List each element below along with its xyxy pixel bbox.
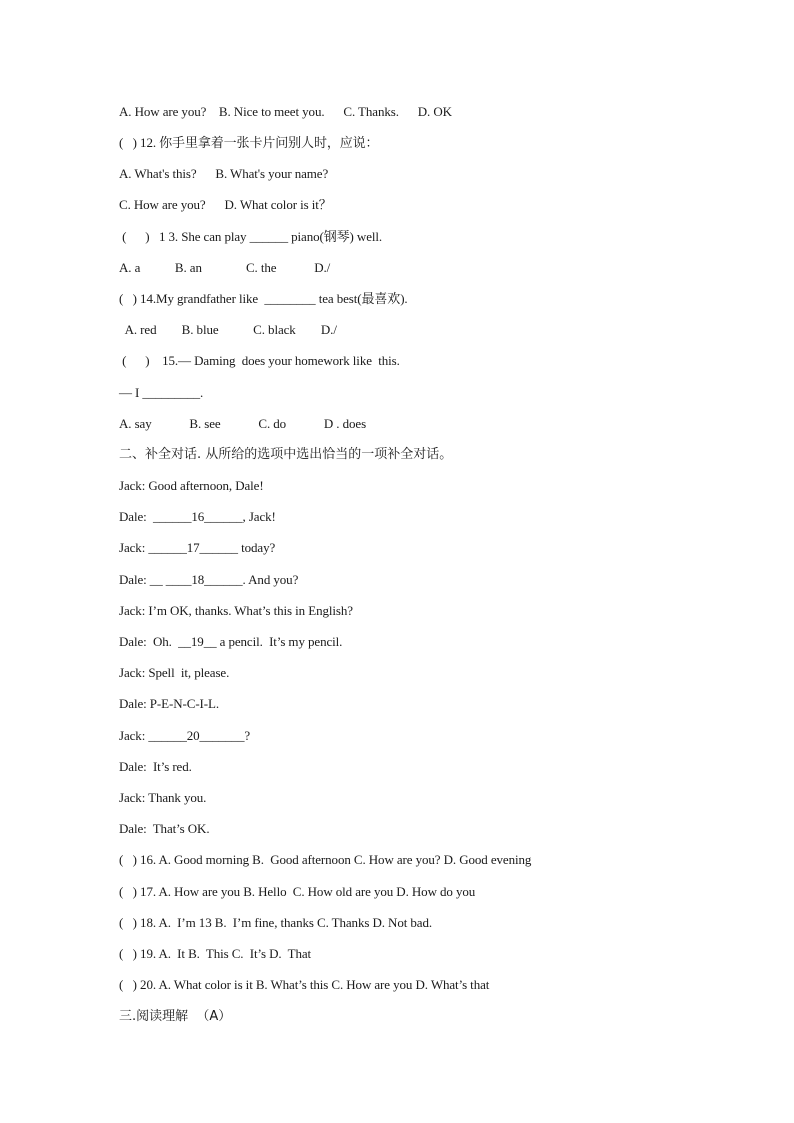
q14-options: A. red B. blue C. black D./ [119, 322, 337, 337]
q12-prompt: ( ) 12. 你手里拿着一张卡片问别人时，应说： [119, 135, 379, 150]
q17-options: ( ) 17. A. How are you B. Hello C. How old are you D. How do you [119, 884, 476, 899]
section-3-heading: 三.阅读理解 （A） [119, 1009, 232, 1024]
q15-prompt: ( ) 15.— Daming does your homework like this. [119, 353, 400, 368]
dialogue-line: Jack: Good afternoon, Dale! [119, 478, 264, 493]
dialogue-line: Dale: It’s red. [119, 759, 192, 774]
q15-options: A. say B. see C. do D . does [119, 416, 367, 431]
q15-response: — I _________. [119, 385, 204, 400]
q12-options-cd: C. How are you? D. What color is it？ [119, 197, 332, 212]
dialogue-line: Jack: I’m OK, thanks. What’s this in English? [119, 603, 353, 618]
section-2-heading: 二、补全对话. 从所给的选项中选出恰当的一项补全对话。 [119, 447, 453, 462]
q13-prompt: ( ) 1 3. She can play ______ piano(钢琴) well. [119, 229, 383, 244]
dialogue-line: Dale: Oh. __19__ a pencil. It’s my pencil. [119, 634, 343, 649]
q18-options: ( ) 18. A. I’m 13 B. I’m fine, thanks C. Thanks D. Not bad. [119, 915, 433, 930]
dialogue-line: Jack: ______17______ today? [119, 540, 276, 555]
dialogue-line: Dale: P-E-N-C-I-L. [119, 696, 219, 711]
dialogue-line: Dale: That’s OK. [119, 821, 210, 836]
dialogue-line: Jack: ______20_______? [119, 728, 251, 743]
dialogue-line: Dale: ______16______, Jack! [119, 509, 276, 524]
q11-options: A. How are you? B. Nice to meet you. C. Thanks. D. OK [119, 104, 452, 119]
dialogue-line: Jack: Thank you. [119, 790, 207, 805]
q14-prompt: ( ) 14.My grandfather like ________ tea best(最喜欢). [119, 291, 408, 306]
q13-options: A. a B. an C. the D./ [119, 260, 331, 275]
q20-options: ( ) 20. A. What color is it B. What’s this C. How are you D. What’s that [119, 977, 490, 992]
dialogue-line: Dale: __ ____18______. And you? [119, 572, 299, 587]
q12-options-ab: A. What's this? B. What's your name? [119, 166, 329, 181]
q16-options: ( ) 16. A. Good morning B. Good afternoon C. How are you? D. Good evening [119, 852, 532, 867]
q19-options: ( ) 19. A. It B. This C. It’s D. That [119, 946, 312, 961]
dialogue-line: Jack: Spell it, please. [119, 665, 230, 680]
